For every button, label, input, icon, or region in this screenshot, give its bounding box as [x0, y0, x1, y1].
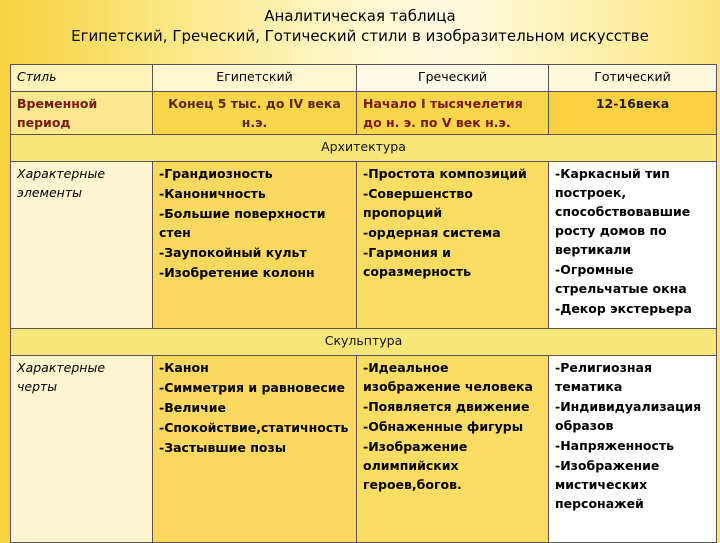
list-item: -Изображение мистических персонажей: [555, 458, 660, 511]
header-row: [11, 65, 717, 92]
period-row: [11, 92, 717, 135]
architecture-egyptian: [153, 162, 357, 329]
list-item: -Простота композиций: [363, 166, 527, 181]
sculpture-greek: [357, 356, 549, 543]
sculpture-label: Характерные черты: [11, 356, 153, 543]
list-item: -Огромные стрельчатые окна: [555, 262, 687, 296]
period-gothic: 12-16века: [549, 92, 717, 135]
list-item: -Идеальное изображение человека: [363, 360, 533, 394]
architecture-greek: [357, 162, 549, 329]
table-subtitle: Египетский, Греческий, Готический стили в изобразительном искусстве: [71, 27, 649, 45]
period-egyptian: Конец 5 тыс. до IV века н.э.: [153, 92, 357, 135]
table-title: Аналитическая таблица: [264, 7, 456, 25]
list-item: -Изображение олимпийских героев,богов.: [363, 439, 468, 492]
sculpture-egyptian: [153, 356, 357, 543]
list-item: -Индивидуализация образов: [555, 399, 702, 433]
architecture-gothic: [549, 162, 717, 329]
list-item: -Обнаженные фигуры: [363, 419, 524, 434]
header-egyptian: Египетский: [153, 65, 357, 92]
sculpture-gothic: [549, 356, 717, 543]
header-style-label: Стиль: [11, 65, 153, 92]
architecture-row: [11, 162, 717, 329]
sculpture-section-row: [11, 329, 717, 356]
sculpture-section-title: Скульптура: [11, 329, 717, 356]
list-item: -Изобретение колонн: [159, 265, 315, 280]
architecture-label: Характерные элементы: [11, 162, 153, 329]
list-item: -Напряженность: [555, 438, 675, 453]
list-item: -Появляется движение: [363, 399, 530, 414]
list-item: -Симметрия и равновесие: [159, 380, 346, 395]
list-item: -Большие поверхности стен: [159, 206, 326, 240]
period-greek: Начало I тысячелетия до н. э. по V век н.э.: [357, 92, 549, 135]
header-gothic: Готический: [549, 65, 717, 92]
architecture-section-title: Архитектура: [11, 135, 717, 162]
list-item: -Гармония и соразмерность: [363, 245, 472, 279]
list-item: -Грандиозность: [159, 166, 273, 181]
list-item: -Застывшие позы: [159, 440, 287, 455]
list-item: -Каноничность: [159, 186, 266, 201]
period-label: Временной период: [11, 92, 153, 135]
list-item: -Декор экстерьера: [555, 301, 692, 316]
list-item: -Каркасный тип построек, способствовавшие росту домов по вертикали: [555, 166, 691, 257]
header-greek: Греческий: [357, 65, 549, 92]
list-item: -Спокойствие,статичность: [159, 420, 349, 435]
architecture-section-row: [11, 135, 717, 162]
list-item: -Совершенство пропорций: [363, 186, 473, 220]
list-item: -ордерная система: [363, 225, 501, 240]
list-item: -Заупокойный культ: [159, 245, 307, 260]
list-item: -Религиозная тематика: [555, 360, 652, 394]
analytic-table: [10, 64, 717, 543]
sculpture-row: [11, 356, 717, 543]
list-item: -Величие: [159, 400, 226, 415]
list-item: -Канон: [159, 360, 209, 375]
